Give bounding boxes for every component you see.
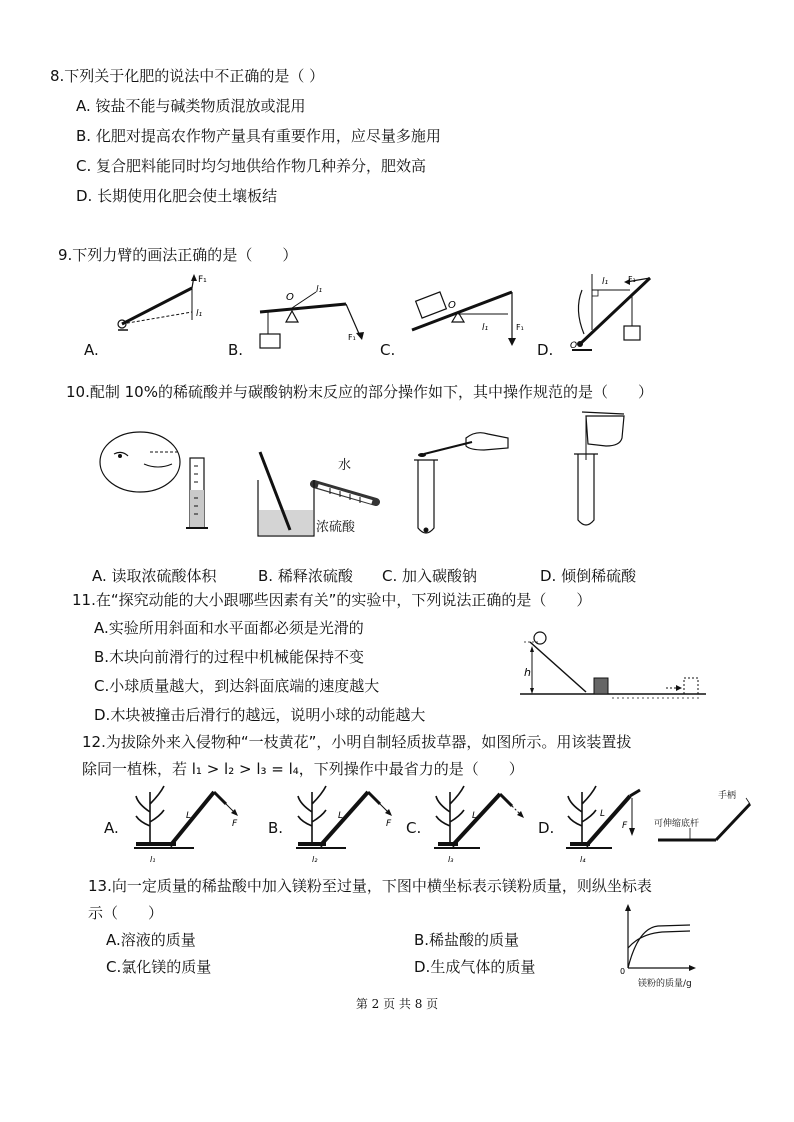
svg-text:h: h <box>524 666 531 679</box>
svg-text:L: L <box>338 811 344 821</box>
q13-option-b: B.稀盐酸的质量 <box>414 931 520 949</box>
q10-figure-c <box>410 428 520 538</box>
q10-caption-d: D. 倾倒稀硫酸 <box>540 567 637 585</box>
q10-caption-c: C. 加入碳酸钠 <box>382 567 478 585</box>
q13-stem-line2: 示（ ） <box>88 904 164 922</box>
svg-text:l₂: l₂ <box>312 855 318 864</box>
q12-label-c: C. <box>406 819 422 837</box>
q12-label-a: A. <box>104 819 119 837</box>
q10-figure-d <box>566 408 636 538</box>
page-footer: 第 2 页 共 8 页 <box>355 997 439 1011</box>
q11-option-a: A.实验所用斜面和水平面都必须是光滑的 <box>94 619 364 637</box>
q10-acid-label: 浓硫酸 <box>316 520 356 535</box>
q10-caption-b: B. 稀释浓硫酸 <box>258 567 353 585</box>
q8-option-c: C. 复合肥料能同时均匀地供给作物几种养分，肥效高 <box>76 157 427 175</box>
q9-label-c: C. <box>380 341 396 359</box>
svg-text:F: F <box>622 821 628 831</box>
q12-rod-label: 可伸缩底杆 <box>654 819 700 829</box>
q13-stem-line1: 13.向一定质量的稀盐酸中加入镁粉至过量，下图中横坐标表示镁粉质量，则纵坐标表 <box>88 877 652 895</box>
svg-text:l₁: l₁ <box>316 285 323 295</box>
q12-label-b: B. <box>268 819 284 837</box>
q12-figure-d <box>564 782 654 866</box>
svg-text:O: O <box>448 300 456 311</box>
q13-option-a: A.溶液的质量 <box>106 931 196 949</box>
svg-text:F: F <box>232 819 238 829</box>
svg-text:0: 0 <box>620 967 626 974</box>
svg-text:L: L <box>600 809 606 819</box>
q9-label-d: D. <box>537 341 554 359</box>
q13-graph <box>618 902 698 974</box>
q9-figure-b <box>256 278 376 354</box>
svg-text:F₁: F₁ <box>348 333 356 342</box>
svg-text:L: L <box>186 811 192 821</box>
q8-option-a: A. 铵盐不能与碱类物质混放或混用 <box>76 97 306 115</box>
q11-figure <box>520 628 710 702</box>
q12-figure-b <box>292 782 412 866</box>
q10-figure-b <box>244 450 384 542</box>
svg-text:l₁: l₁ <box>196 309 203 319</box>
q13-option-c: C.氯化镁的质量 <box>106 958 212 976</box>
q10-water-label: 水 <box>338 458 352 473</box>
q13-option-d: D.生成气体的质量 <box>414 958 536 976</box>
svg-text:F₁: F₁ <box>628 275 636 284</box>
q11-option-b: B.木块向前滑行的过程中机械能保持不变 <box>94 648 365 666</box>
svg-text:l₁: l₁ <box>482 323 489 333</box>
svg-text:O: O <box>570 341 578 351</box>
q12-handle-label: 手柄 <box>718 791 737 801</box>
q9-figure-d <box>566 270 676 354</box>
svg-text:l₃: l₃ <box>448 855 454 864</box>
q8-stem: 8.下列关于化肥的说法中不正确的是（ ） <box>50 67 325 85</box>
svg-text:F: F <box>386 819 392 829</box>
q12-stem-line2: 除同一植株，若 l₁ > l₂ > l₃ = l₄，下列操作中最省力的是（ ） <box>82 760 524 778</box>
q10-caption-a: A. 读取浓硫酸体积 <box>92 567 217 585</box>
q9-stem: 9.下列力臂的画法正确的是（ ） <box>58 246 298 264</box>
svg-text:L: L <box>472 811 478 821</box>
svg-text:F₁: F₁ <box>516 323 524 332</box>
q11-option-c: C.小球质量越大，到达斜面底端的速度越大 <box>94 677 380 695</box>
q9-label-b: B. <box>228 341 244 359</box>
svg-text:l₄: l₄ <box>580 855 586 864</box>
q9-label-a: A. <box>84 341 99 359</box>
q9-figure-c <box>408 282 533 354</box>
q10-stem: 10.配制 10%的稀硫酸并与碳酸钠粉末反应的部分操作如下，其中操作规范的是（ ） <box>66 383 653 401</box>
q11-stem: 11.在“探究动能的大小跟哪些因素有关”的实验中，下列说法正确的是（ ） <box>72 591 592 609</box>
q8-option-d: D. 长期使用化肥会使土壤板结 <box>76 187 278 205</box>
q13-xlabel: 镁粉的质量/g <box>638 979 692 989</box>
q12-label-d: D. <box>538 819 555 837</box>
q11-option-d: D.木块被撞击后滑行的越远，说明小球的动能越大 <box>94 706 426 724</box>
q12-stem-line1: 12.为拔除外来入侵物种“一枝黄花”，小明自制轻质拔草器，如图所示。用该装置拔 <box>82 733 632 751</box>
svg-text:F₁: F₁ <box>198 275 207 285</box>
q10-figure-a <box>96 422 216 538</box>
svg-text:l₁: l₁ <box>602 277 609 287</box>
q8-option-b: B. 化肥对提高农作物产量具有重要作用，应尽量多施用 <box>76 127 441 145</box>
svg-text:l₁: l₁ <box>150 855 156 864</box>
q12-figure-a <box>130 782 260 866</box>
q12-figure-c <box>430 782 540 866</box>
svg-text:O: O <box>286 292 294 303</box>
q9-figure-a <box>112 272 222 352</box>
